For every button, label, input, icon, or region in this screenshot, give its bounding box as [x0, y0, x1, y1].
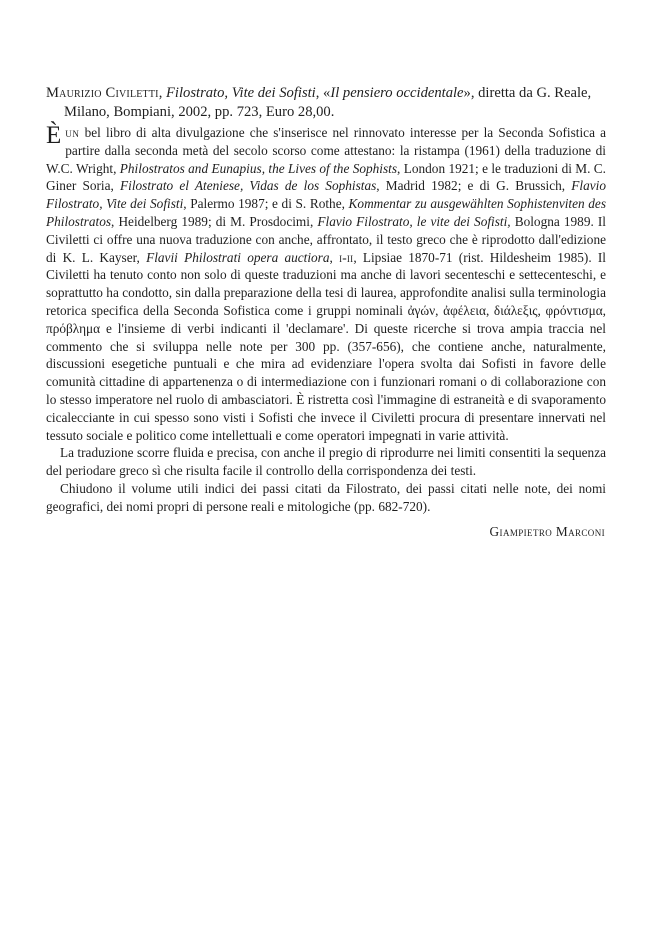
cited-title: Philostratos and Eunapius, the Lives of the Sophists [119, 160, 398, 176]
review-paragraph [46, 124, 606, 444]
paragraph-text: , Madrid 1982; e di G. Brussich, [376, 178, 572, 194]
cited-title: Kommentar zu ausgewählten Sophistenviten des Philostratos [46, 196, 607, 229]
review-paragraph: La traduzione scorre fluida e precisa, con anche il pregio di riprodurre nei limiti consentiti la sequenza del periodare greco sì che risulta facile il controllo della corrispondenza dei testi. [46, 445, 606, 479]
paragraph-text: , [329, 249, 340, 265]
book-citation [46, 84, 606, 121]
reviewer-signature: Giampietro Marconi [489, 523, 605, 539]
drop-cap: È [46, 122, 62, 149]
citation-sep: , « [315, 85, 331, 101]
review-paragraph: Chiudono il volume utili indici dei passi citati da Filostrato, dei passi citati nelle note, dei nomi geografici, dei nomi propri di persone reali e mitologiche (pp. 682-720). [46, 480, 606, 514]
cited-title: Flavio Filostrato, le vite dei Sofisti, [317, 213, 511, 229]
drop-cap-continuation: un [65, 125, 80, 140]
paragraph-text: bel libro di alta divulgazione che s'inserisce nel rinnovato interesse per la Seconda Sofistica a partire dalla seconda metà del secolo scorso come attestano: la ristampa (1961) della traduzione di W.C. Wright, [46, 125, 606, 176]
cited-title: Flavii Philostrati opera auctiora [146, 249, 330, 265]
citation-title: Filostrato, Vite dei Sofisti [166, 85, 316, 101]
review-page [46, 84, 606, 540]
paragraph-text: Bologna 1989. Il Civiletti ci offre una nuova traduzione con anche, affrontato, il testo greco che è riprodotto dall'edizione di K. L. Kayser, [46, 213, 606, 265]
citation-author: Maurizio Civiletti [46, 85, 159, 101]
cited-title: Filostrato el Ateniese, Vidas de los Sophistas [120, 178, 377, 194]
volume-range: i-ii [339, 249, 354, 265]
cited-title: Flavio Filostrato, Vite dei Sofisti [46, 178, 606, 212]
citation-sep: , [158, 85, 167, 101]
paragraph-text: , Lipsiae 1870-71 (rist. Hildesheim 1985). Il Civiletti ha tenuto conto non solo di queste traduzioni ma anche di lavori secenteschi e settecenteschi, e soprattutto ha condotto, sin dalla preparazione della tesi di laurea, approfondite analisi sulla terminologia retorica specifica della Seconda Sofistica come i gruppi nominali ἀγών, ἀφέλεια, διάλεξις, φρόντισμα, πρόβλημα e l'insieme di verbi indicanti il 'declamare'. Di queste ricerche si trova ampia traccia nel commento che si sviluppa nelle note per 300 pp. (357-656), che contiene anche, naturalmente, discussioni esegetiche puntuali e che mira ad evidenziare l'opera svolta dai Sofisti in favore delle comunità cittadine di appartenenza o di intermediazione con i funzionari romani o di collaborazione con lo stesso imperatore nel ruolo di ambasciatori. È ristretta così l'immagine di estraneità e di svaporamento cicalecciante in cui spesso sono visti i Sofisti che invece il Civiletti procura di presentare innervati nel tessuto sociale e politico come intellettuali e come operatori impegnati in varie attività. [46, 249, 606, 443]
paragraph-text: , London 1921; e le traduzioni di M. C. Giner Soria, [46, 160, 606, 194]
citation-series: Il pensiero occidentale [330, 85, 464, 101]
citation-details: », diretta da G. Reale, Milano, Bompiani, 2002, pp. 723, Euro 28,00. [64, 85, 592, 120]
paragraph-text: , Palermo 1987; e di S. Rothe, [183, 196, 349, 212]
paragraph-text: , Heidelberg 1989; di M. Prosdocimi, [111, 213, 318, 229]
